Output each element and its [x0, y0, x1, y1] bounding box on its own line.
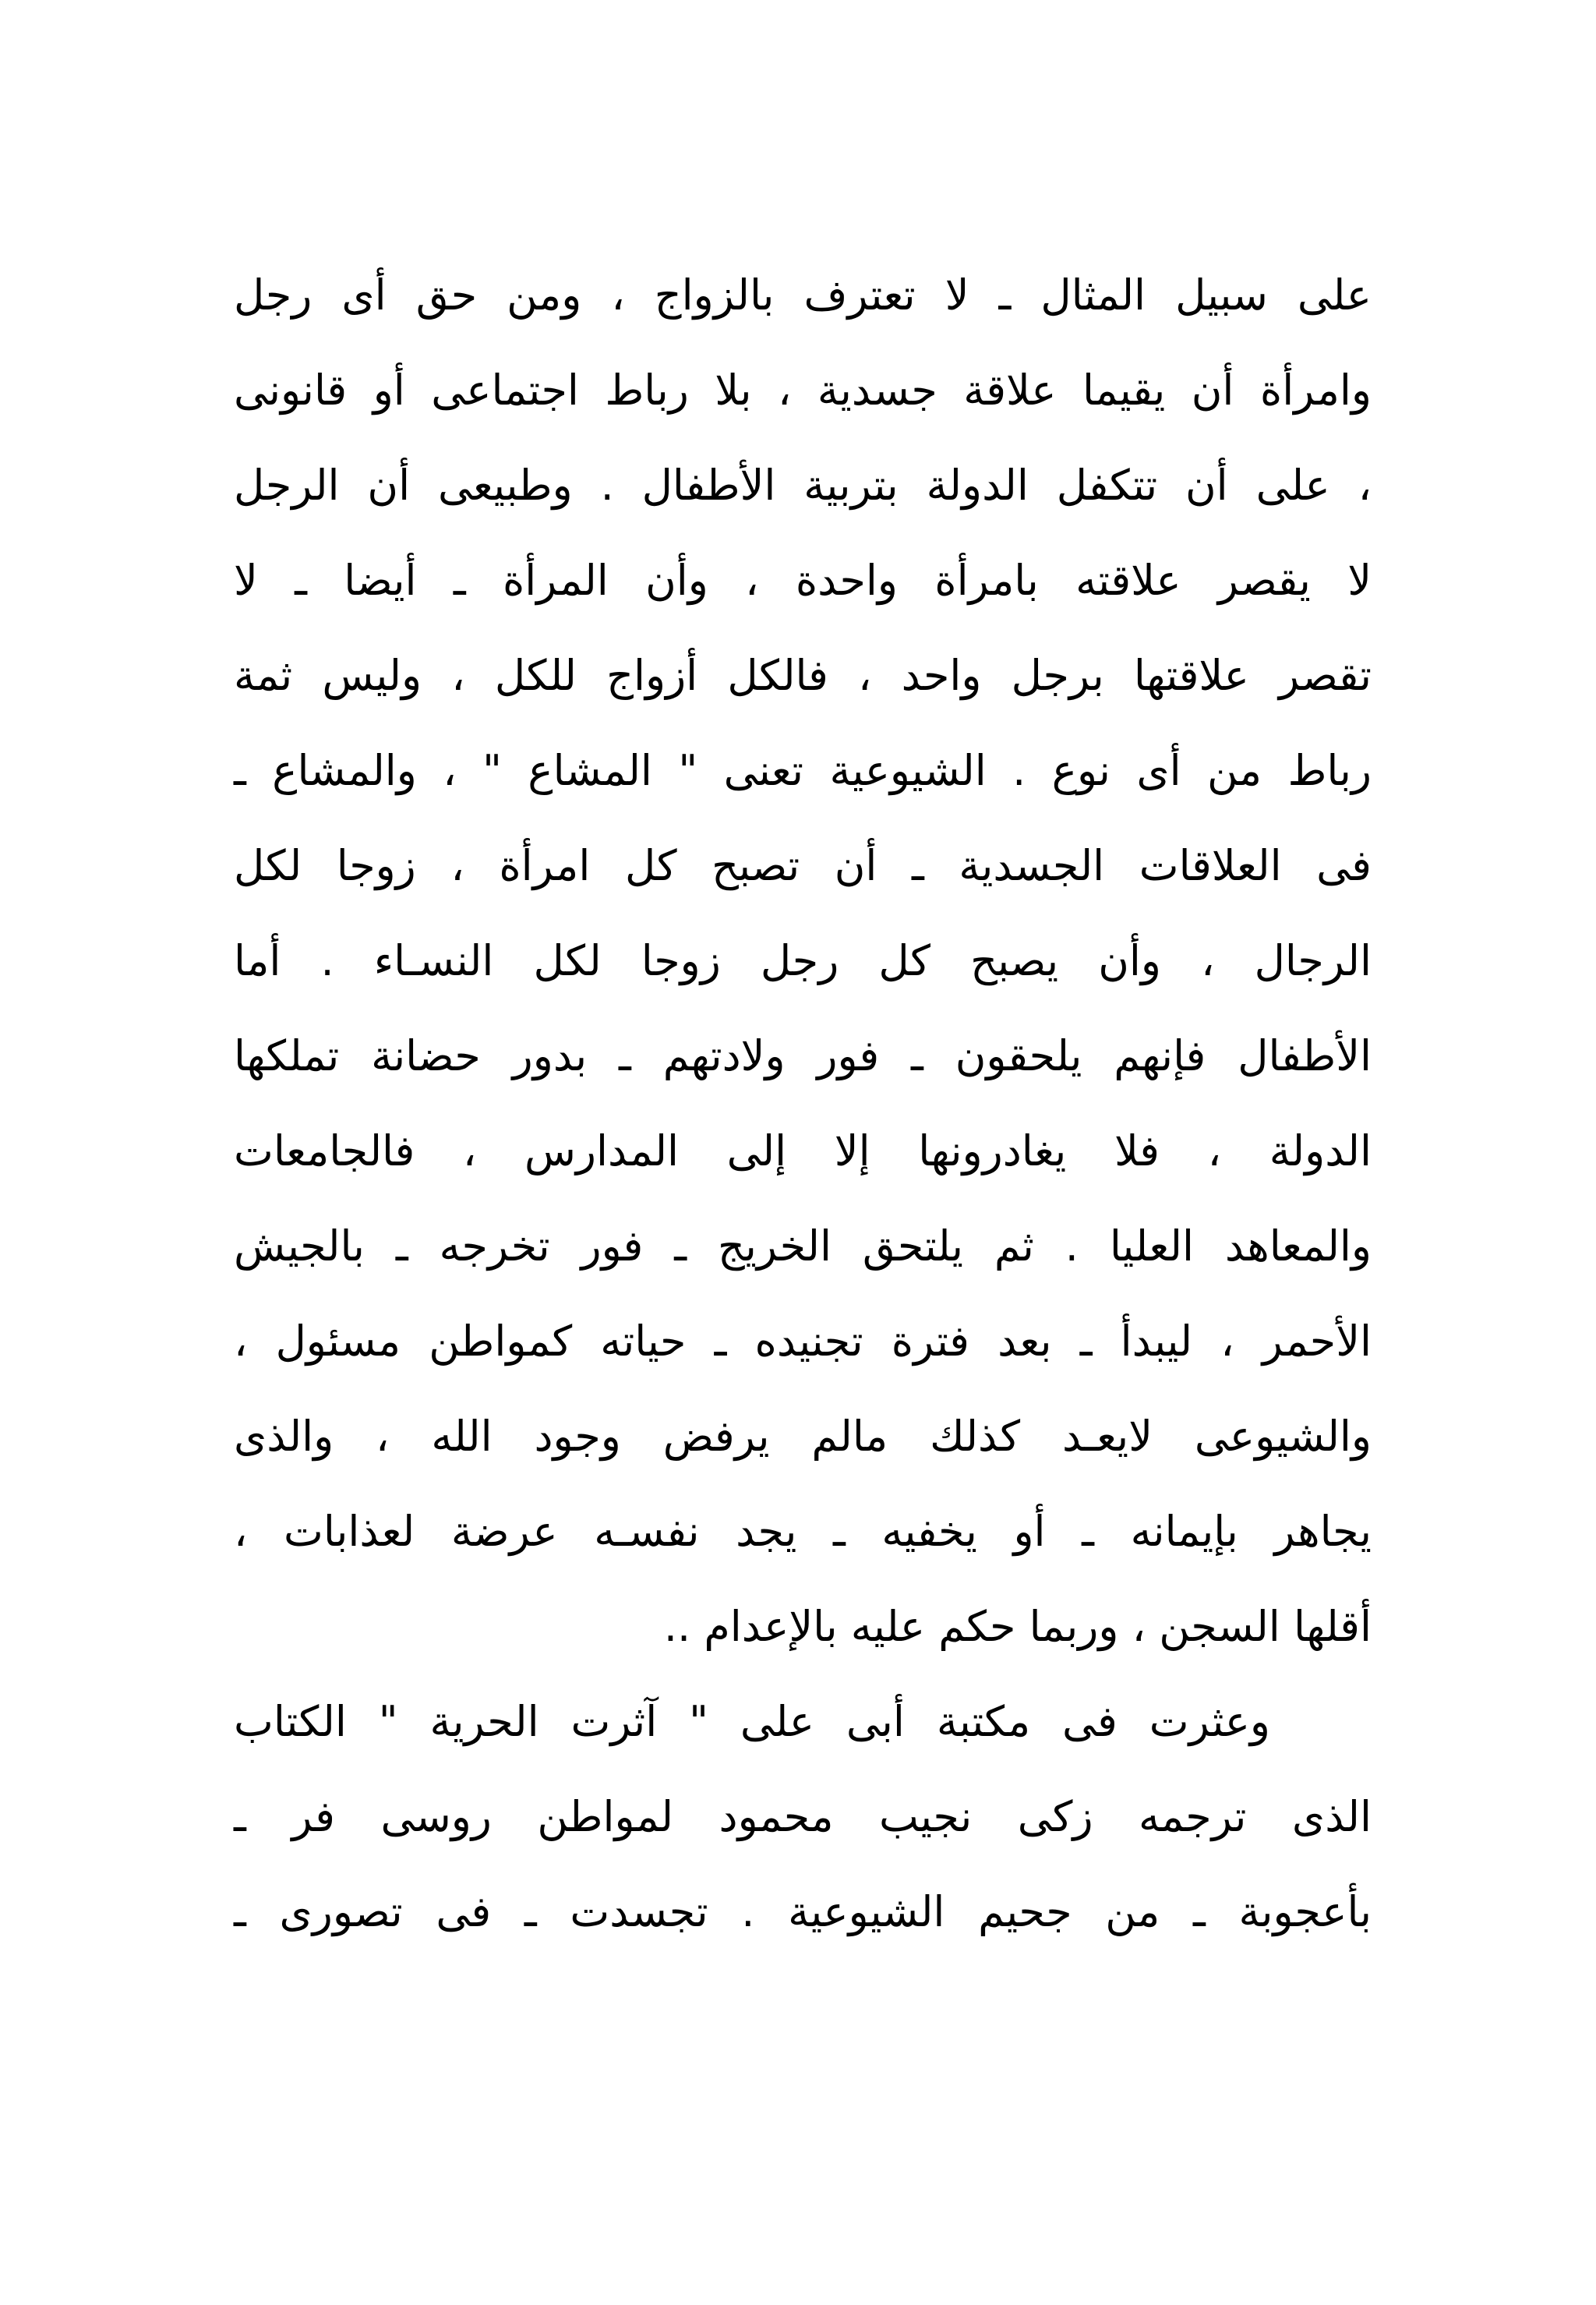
text-line-17: الذى ترجمه زكى نجيب محمود لمواطن روسى فر ـ	[234, 1792, 1372, 1841]
text-line-14: يجاهر بإيمانه ـ أو يخفيه ـ يجد نفسـه عرضة لعذابات ،	[234, 1507, 1372, 1556]
text-line-1: على سبيل المثال ـ لا تعترف بالزواج ، ومن حق أى رجل	[234, 270, 1372, 320]
text-line-11: والمعاهد العليا . ثم يلتحق الخريج ـ فور تخرجه ـ بالجيش	[234, 1221, 1372, 1271]
text-line-16: وعثرت فى مكتبة أبى على " آثرت الحرية " الكتاب	[234, 1697, 1270, 1746]
text-line-15: أقلها السجن ، وربما حكم عليه بالإعدام ..	[663, 1602, 1372, 1651]
text-line-13: والشيوعى لايعـد كذلك مالم يرفض وجود الله ، والذى	[234, 1412, 1372, 1461]
text-line-5: تقصر علاقتها برجل واحد ، فالكل أزواج للكل ، وليس ثمة	[234, 651, 1372, 700]
text-line-12: الأحمر ، ليبدأ ـ بعد فترة تجنيده ـ حياته كمواطن مسئول ،	[234, 1317, 1372, 1366]
text-line-6: رباط من أى نوع . الشيوعية تعنى " المشاع " ، والمشاع ـ	[234, 746, 1372, 795]
text-line-18: بأعجوبة ـ من جحيم الشيوعية . تجسدت ـ فى تصورى ـ	[234, 1887, 1372, 1936]
text-line-7: فى العلاقات الجسدية ـ أن تصبح كل امرأة ، زوجا لكل	[234, 841, 1372, 890]
text-line-2: وامرأة أن يقيما علاقة جسدية ، بلا رباط اجتماعى أو قانونى	[234, 366, 1372, 415]
text-line-10: الدولة ، فلا يغادرونها إلا إلى المدارس ، فالجامعات	[234, 1126, 1372, 1175]
body-text	[234, 248, 1372, 1960]
text-line-8: الرجال ، وأن يصبح كل رجل زوجا لكل النسـاء . أما	[234, 936, 1372, 985]
text-line-9: الأطفال فإنهم يلحقون ـ فور ولادتهم ـ بدور حضانة تملكها	[234, 1031, 1372, 1080]
text-line-4: لا يقصر علاقته بامرأة واحدة ، وأن المرأة ـ أيضا ـ لا	[234, 556, 1372, 605]
text-line-3: ، على أن تتكفل الدولة بتربية الأطفال . وطبيعى أن الرجل	[234, 461, 1372, 510]
